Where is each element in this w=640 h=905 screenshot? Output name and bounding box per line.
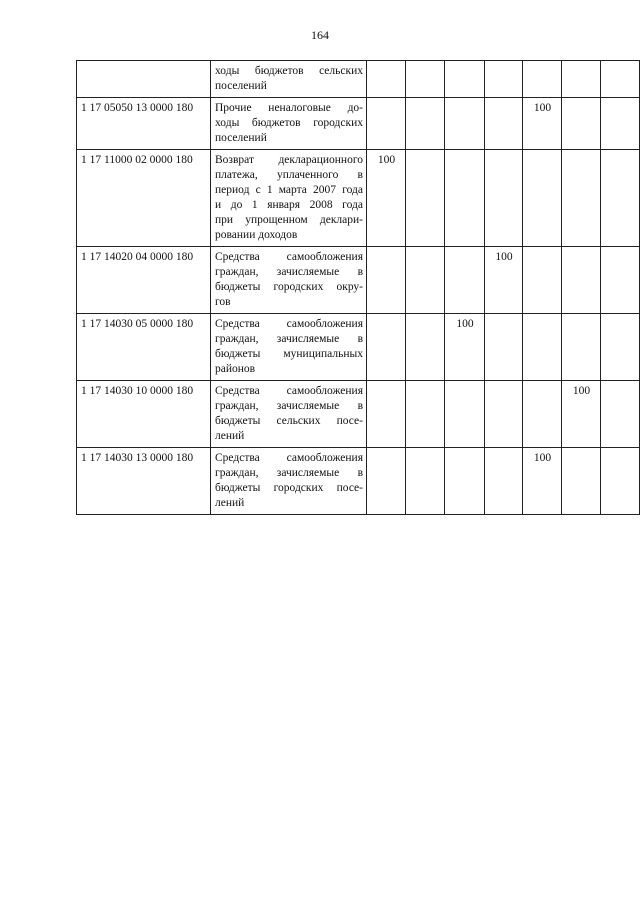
budget-code-cell: 1 17 14030 05 0000 180 bbox=[77, 314, 211, 381]
share-percent-cell bbox=[406, 448, 445, 515]
share-percent-cell bbox=[523, 61, 562, 98]
share-percent-cell: 100 bbox=[485, 247, 523, 314]
share-percent-cell bbox=[601, 381, 640, 448]
description-line: Возврат декларационного bbox=[215, 154, 363, 166]
revenue-description-cell bbox=[211, 314, 367, 381]
budget-revenue-table bbox=[76, 60, 640, 515]
share-percent-cell: 100 bbox=[367, 150, 406, 247]
description-line: бюджеты городских окру- bbox=[215, 281, 363, 293]
budget-code-cell: 1 17 14020 04 0000 180 bbox=[77, 247, 211, 314]
share-percent-cell bbox=[367, 314, 406, 381]
share-percent-cell: 100 bbox=[523, 98, 562, 150]
table-row bbox=[77, 150, 640, 247]
revenue-description-cell bbox=[211, 381, 367, 448]
share-percent-cell: 100 bbox=[562, 381, 601, 448]
share-percent-cell bbox=[485, 381, 523, 448]
description-line: Средства самообложения bbox=[215, 452, 363, 464]
table-row bbox=[77, 448, 640, 515]
share-percent-cell: 100 bbox=[445, 314, 485, 381]
share-percent-cell bbox=[523, 381, 562, 448]
revenue-description-cell bbox=[211, 98, 367, 150]
share-percent-cell: 100 bbox=[523, 448, 562, 515]
revenue-description-cell bbox=[211, 61, 367, 98]
description-line: граждан, зачисляемые в bbox=[215, 467, 363, 479]
share-percent-cell bbox=[485, 448, 523, 515]
description-line: Средства самообложения bbox=[215, 318, 363, 330]
revenue-description-cell bbox=[211, 150, 367, 247]
description-line: при упрощенном деклари- bbox=[215, 214, 363, 226]
share-percent-cell bbox=[445, 448, 485, 515]
description-line: ходы бюджетов городских bbox=[215, 117, 363, 129]
description-line: районов bbox=[215, 363, 256, 375]
share-percent-cell bbox=[406, 314, 445, 381]
revenue-description-cell bbox=[211, 247, 367, 314]
share-percent-cell bbox=[406, 150, 445, 247]
share-percent-cell bbox=[406, 98, 445, 150]
table-row bbox=[77, 98, 640, 150]
table-row bbox=[77, 61, 640, 98]
description-line: Прочие неналоговые до- bbox=[215, 102, 363, 114]
description-line: граждан, зачисляемые в bbox=[215, 400, 363, 412]
share-percent-cell bbox=[367, 448, 406, 515]
description-line: поселений bbox=[215, 80, 267, 92]
description-line: бюджеты городских посе- bbox=[215, 482, 363, 494]
table-row bbox=[77, 247, 640, 314]
description-line: период с 1 марта 2007 года bbox=[215, 184, 363, 196]
share-percent-cell bbox=[562, 61, 601, 98]
description-line: Средства самообложения bbox=[215, 251, 363, 263]
share-percent-cell bbox=[445, 61, 485, 98]
share-percent-cell bbox=[406, 61, 445, 98]
budget-code-cell: 1 17 14030 13 0000 180 bbox=[77, 448, 211, 515]
share-percent-cell bbox=[601, 150, 640, 247]
share-percent-cell bbox=[601, 98, 640, 150]
budget-code-cell: 1 17 11000 02 0000 180 bbox=[77, 150, 211, 247]
table-row bbox=[77, 314, 640, 381]
description-line: лений bbox=[215, 430, 245, 442]
share-percent-cell bbox=[601, 314, 640, 381]
description-line: и до 1 января 2008 года bbox=[215, 199, 363, 211]
share-percent-cell bbox=[406, 381, 445, 448]
share-percent-cell bbox=[445, 381, 485, 448]
share-percent-cell bbox=[406, 247, 445, 314]
share-percent-cell bbox=[485, 314, 523, 381]
share-percent-cell bbox=[523, 150, 562, 247]
share-percent-cell bbox=[485, 98, 523, 150]
share-percent-cell bbox=[601, 61, 640, 98]
budget-code-cell bbox=[77, 61, 211, 98]
description-line: Средства самообложения bbox=[215, 385, 363, 397]
page-number: 164 bbox=[311, 28, 329, 42]
description-line: поселений bbox=[215, 132, 267, 144]
budget-code-cell: 1 17 05050 13 0000 180 bbox=[77, 98, 211, 150]
description-line: граждан, зачисляемые в bbox=[215, 266, 363, 278]
revenue-description-cell bbox=[211, 448, 367, 515]
description-line: ходы бюджетов сельских bbox=[215, 65, 363, 77]
share-percent-cell bbox=[601, 448, 640, 515]
share-percent-cell bbox=[367, 98, 406, 150]
share-percent-cell bbox=[562, 247, 601, 314]
share-percent-cell bbox=[523, 247, 562, 314]
description-line: бюджеты муниципальных bbox=[215, 348, 363, 360]
description-line: граждан, зачисляемые в bbox=[215, 333, 363, 345]
budget-code-cell: 1 17 14030 10 0000 180 bbox=[77, 381, 211, 448]
share-percent-cell bbox=[562, 314, 601, 381]
share-percent-cell bbox=[445, 98, 485, 150]
share-percent-cell bbox=[601, 247, 640, 314]
description-line: ровании доходов bbox=[215, 229, 298, 241]
share-percent-cell bbox=[562, 150, 601, 247]
share-percent-cell bbox=[562, 448, 601, 515]
share-percent-cell bbox=[367, 61, 406, 98]
share-percent-cell bbox=[562, 98, 601, 150]
share-percent-cell bbox=[445, 247, 485, 314]
description-line: платежа, уплаченного в bbox=[215, 169, 363, 181]
table-body bbox=[77, 61, 640, 515]
share-percent-cell bbox=[485, 150, 523, 247]
description-line: лений bbox=[215, 497, 245, 509]
share-percent-cell bbox=[445, 150, 485, 247]
share-percent-cell bbox=[523, 314, 562, 381]
table-row bbox=[77, 381, 640, 448]
share-percent-cell bbox=[485, 61, 523, 98]
share-percent-cell bbox=[367, 381, 406, 448]
share-percent-cell bbox=[367, 247, 406, 314]
description-line: гов bbox=[215, 296, 231, 308]
description-line: бюджеты сельских посе- bbox=[215, 415, 363, 427]
